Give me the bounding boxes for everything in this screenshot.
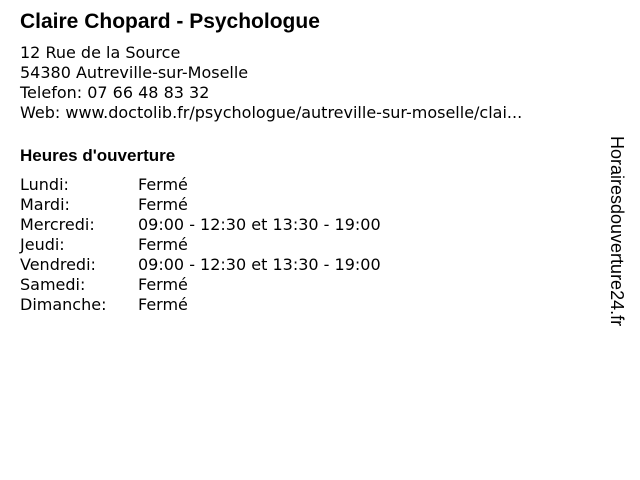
hours-row-monday: [20, 175, 381, 195]
website-line: [20, 103, 600, 123]
opening-hours-heading: Heures d'ouverture: [20, 146, 176, 165]
hours-value: Fermé: [138, 195, 188, 214]
day-label: Samedi:: [20, 275, 86, 294]
opening-hours-table: [20, 175, 381, 315]
day-label: Jeudi:: [20, 235, 65, 254]
site-watermark: Horairesdouverture24.fr: [607, 136, 627, 327]
business-card: [20, 8, 600, 315]
hours-row-friday: [20, 255, 381, 275]
day-label: Mercredi:: [20, 215, 95, 234]
hours-row-sunday: [20, 295, 381, 315]
hours-value: Fermé: [138, 275, 188, 294]
day-label: Dimanche:: [20, 295, 107, 314]
hours-value: 09:00 - 12:30 et 13:30 - 19:00: [138, 255, 381, 274]
address-city: 54380 Autreville-sur-Moselle: [20, 63, 249, 82]
day-label: Mardi:: [20, 195, 70, 214]
hours-value: Fermé: [138, 175, 188, 194]
day-label: Lundi:: [20, 175, 69, 194]
hours-row-saturday: [20, 275, 381, 295]
business-title: Claire Chopard - Psychologue: [20, 10, 320, 33]
day-label: Vendredi:: [20, 255, 96, 274]
hours-value: 09:00 - 12:30 et 13:30 - 19:00: [138, 215, 381, 234]
hours-row-tuesday: [20, 195, 381, 215]
hours-value: Fermé: [138, 295, 188, 314]
address-street: 12 Rue de la Source: [20, 43, 181, 62]
hours-value: Fermé: [138, 235, 188, 254]
hours-row-thursday: [20, 235, 381, 255]
website-link[interactable]: Web: www.doctolib.fr/psychologue/autreville-sur-moselle/clai...: [20, 103, 523, 122]
hours-row-wednesday: [20, 215, 381, 235]
phone-number[interactable]: Telefon: 07 66 48 83 32: [20, 83, 210, 102]
